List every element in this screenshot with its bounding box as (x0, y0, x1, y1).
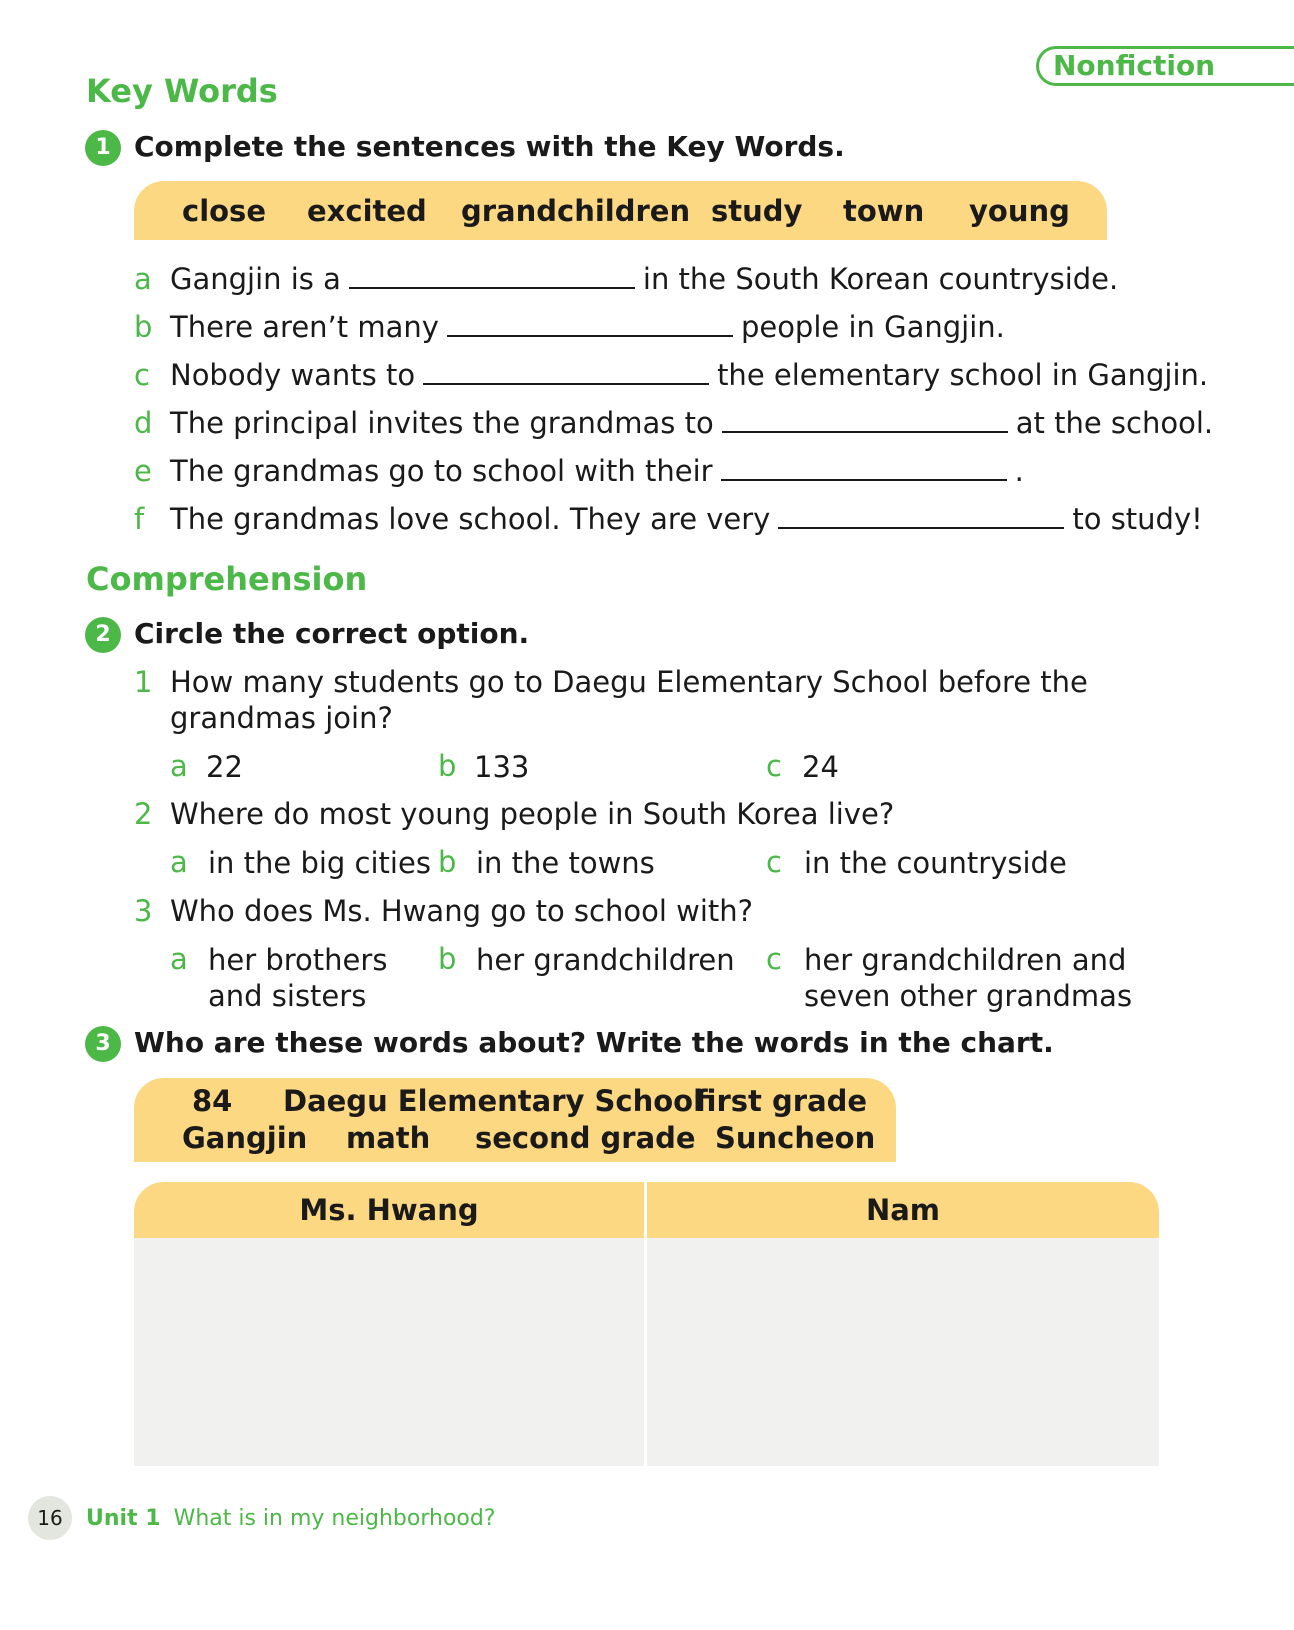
chart-word: Gangjin (182, 1121, 308, 1155)
sentence-text: to study! (1072, 502, 1203, 536)
option-text: 24 (802, 750, 839, 784)
sentence-text: in the South Korean countryside. (642, 262, 1119, 296)
chart-word: math (346, 1121, 431, 1155)
exercise-1-instruction: Complete the sentences with the Key Words. (134, 130, 845, 163)
option-text: in the countryside (804, 846, 1067, 880)
sentence-c (134, 358, 1209, 394)
sentence-text: at the school. (1015, 406, 1214, 440)
option-letter: c (766, 845, 782, 879)
option-letter: a (170, 845, 188, 879)
sentence-text: the elementary school in Gangjin. (717, 358, 1209, 392)
question-text: Who does Ms. Hwang go to school with? (170, 894, 754, 928)
sentence-letter: b (134, 310, 153, 344)
question-2 (134, 797, 1174, 833)
sentence-text: There aren’t many (170, 310, 439, 344)
sentence-text: Gangjin is a (170, 262, 341, 296)
sentence-text: . (1014, 454, 1024, 488)
sentence-f (134, 502, 1203, 538)
option-letter: b (438, 749, 457, 783)
column-title: Nam (865, 1193, 941, 1227)
sentence-e (134, 454, 1174, 490)
question-number: 2 (134, 797, 153, 831)
exercise-3-number: 3 (85, 1026, 121, 1062)
sentence-letter: a (134, 262, 152, 296)
option-text: seven other grandmas (804, 979, 1133, 1013)
sentence-text: The grandmas go to school with their (170, 454, 713, 488)
answer-blank[interactable] (349, 265, 635, 289)
key-word: close (182, 194, 266, 228)
question-text: grandmas join? (170, 701, 393, 735)
option-text: her grandchildren and (804, 943, 1127, 977)
chart-cell-nam[interactable] (647, 1238, 1159, 1466)
comprehension-heading: Comprehension (86, 560, 368, 598)
answer-blank[interactable] (722, 409, 1008, 433)
option-text: 22 (206, 750, 243, 784)
key-words-heading: Key Words (86, 72, 278, 110)
answer-blank[interactable] (721, 457, 1007, 481)
answer-blank[interactable] (778, 505, 1064, 529)
sentence-letter: c (134, 358, 150, 392)
exercise-2-instruction: Circle the correct option. (134, 617, 530, 650)
chart-word: first grade (695, 1084, 868, 1118)
answer-blank[interactable] (423, 361, 709, 385)
sentence-letter: d (134, 406, 153, 440)
question-text: How many students go to Daegu Elementary School before the (170, 665, 1088, 699)
key-word: study (711, 194, 803, 228)
chart-cell-ms-hwang[interactable] (134, 1238, 644, 1466)
option-letter: b (438, 845, 457, 879)
question-3 (134, 894, 1174, 930)
option-text: and sisters (208, 979, 367, 1013)
chart-header-nam (647, 1182, 1159, 1238)
sentence-a (134, 262, 1174, 298)
sentence-d (134, 406, 1214, 442)
option-2b[interactable] (438, 845, 738, 881)
page-number: 16 (28, 1496, 72, 1540)
option-letter: a (170, 942, 188, 976)
question-number: 3 (134, 894, 153, 928)
option-text: 133 (474, 750, 530, 784)
chart-header-ms-hwang (134, 1182, 644, 1238)
question-text: Where do most young people in South Korea live? (170, 797, 895, 831)
key-word: excited (307, 194, 427, 228)
option-letter: c (766, 749, 782, 783)
section-tag: Nonfiction (1036, 46, 1294, 86)
key-word: young (969, 194, 1070, 228)
key-words-box (134, 181, 1107, 240)
sentence-text: Nobody wants to (170, 358, 416, 392)
question-number: 1 (134, 665, 153, 699)
option-1a[interactable] (170, 749, 420, 785)
chart-word: Suncheon (715, 1121, 876, 1155)
chart-word: second grade (475, 1121, 696, 1155)
exercise-3-instruction: Who are these words about? Write the words in the chart. (134, 1026, 1054, 1059)
unit-label: Unit 1 (86, 1506, 161, 1531)
answer-blank[interactable] (447, 313, 733, 337)
question-1 (134, 665, 1174, 737)
sentence-text: people in Gangjin. (740, 310, 1005, 344)
sentence-letter: e (134, 454, 152, 488)
chart-word: Daegu Elementary School (283, 1084, 704, 1118)
exercise-1-number: 1 (85, 130, 121, 166)
option-2c[interactable] (766, 845, 1146, 881)
option-3b[interactable] (438, 942, 748, 978)
option-3a[interactable] (170, 942, 430, 1014)
option-text: in the big cities (208, 846, 431, 880)
chart-word: 84 (192, 1084, 233, 1118)
option-letter: c (766, 942, 782, 976)
sentence-text: The grandmas love school. They are very (170, 502, 771, 536)
option-text: her brothers (208, 943, 388, 977)
unit-title: What is in my neighborhood? (173, 1506, 496, 1531)
option-text: her grandchildren (476, 943, 735, 977)
option-2a[interactable] (170, 845, 430, 881)
option-1c[interactable] (766, 749, 1016, 785)
footer-unit (86, 1506, 496, 1531)
option-letter: b (438, 942, 457, 976)
key-word: town (843, 194, 925, 228)
option-letter: a (170, 749, 188, 783)
sentence-b (134, 310, 1174, 346)
option-3c[interactable] (766, 942, 1166, 1014)
column-title: Ms. Hwang (299, 1193, 479, 1227)
chart-words-box (134, 1078, 896, 1162)
key-word: grandchildren (461, 194, 691, 228)
exercise-2-number: 2 (85, 617, 121, 653)
option-1b[interactable] (438, 749, 688, 785)
sentence-letter: f (134, 502, 145, 536)
sentence-text: The principal invites the grandmas to (170, 406, 714, 440)
option-text: in the towns (476, 846, 655, 880)
